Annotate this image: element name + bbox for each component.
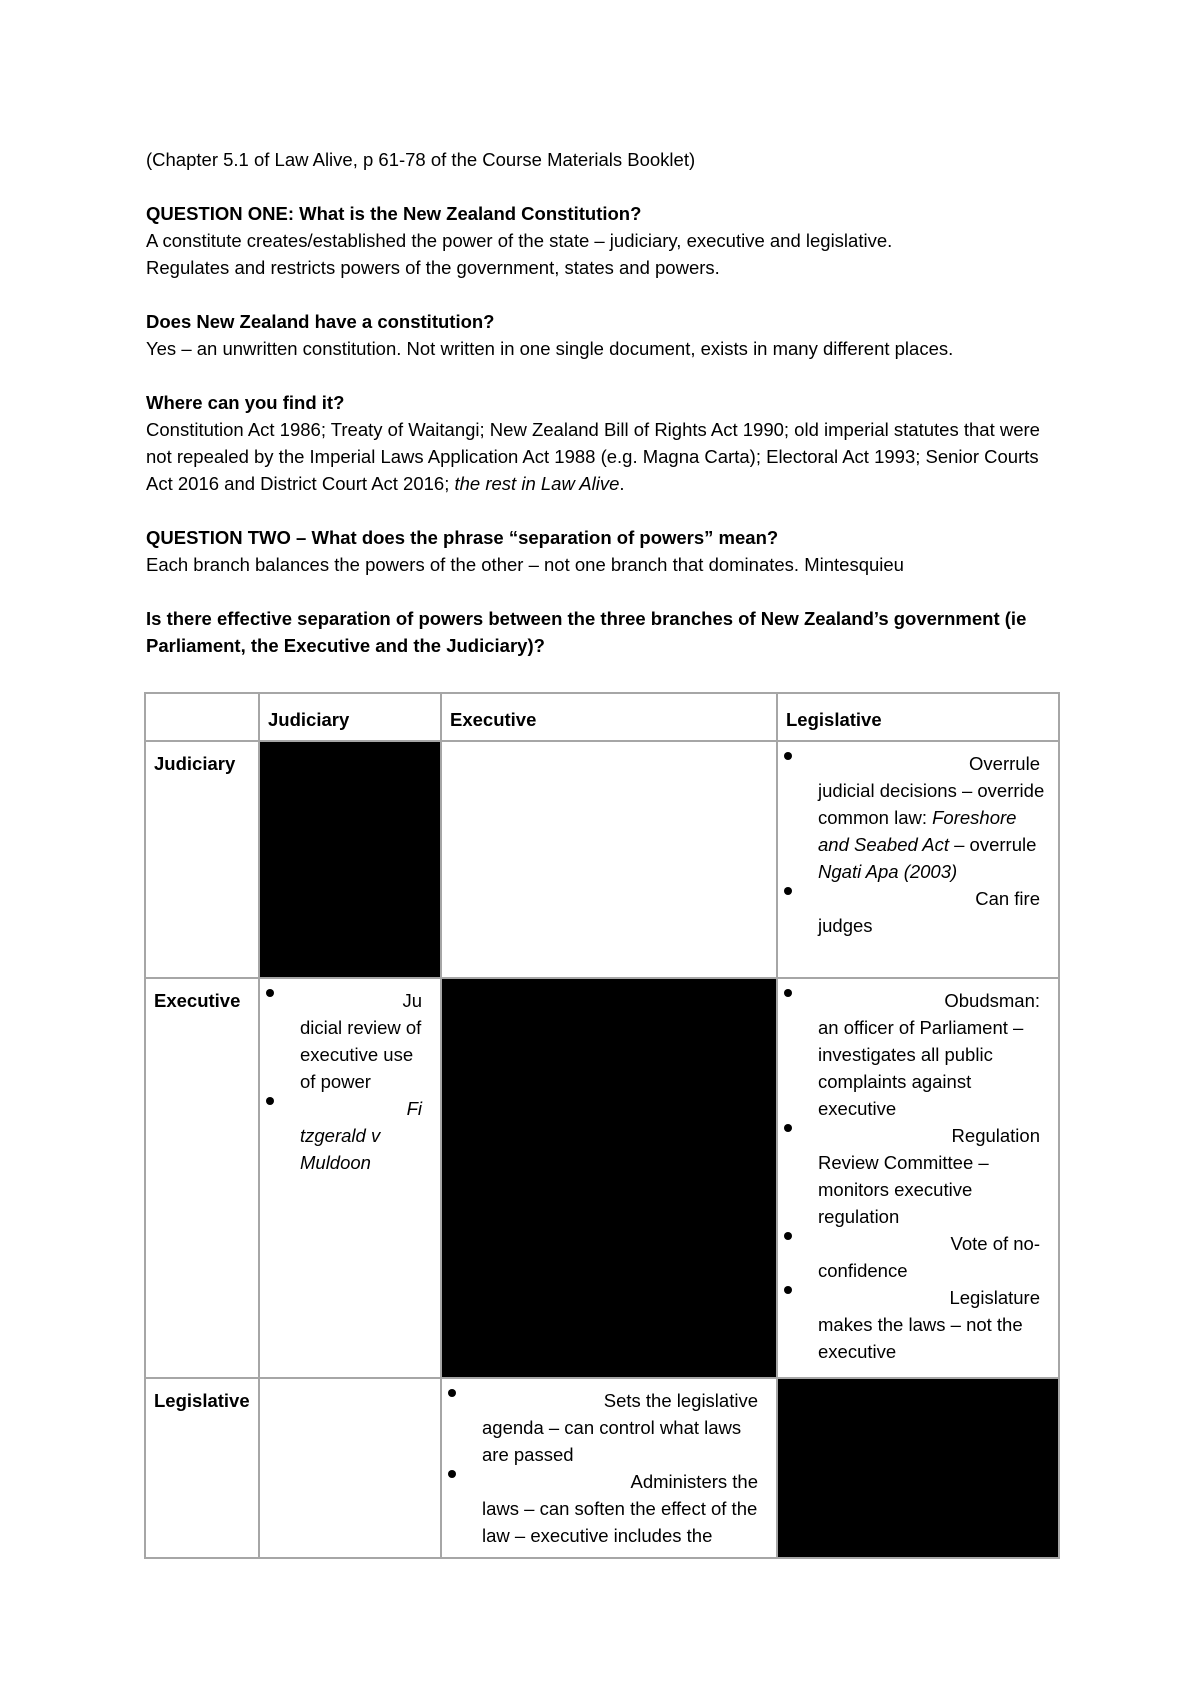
bullet-text: agenda – can control what laws are passed — [482, 1417, 742, 1465]
empty-cell — [441, 741, 777, 978]
list-item — [268, 987, 432, 1095]
where-answer-italic: the rest in Law Alive — [454, 473, 620, 494]
document-page — [146, 146, 1066, 659]
question-one-line2: Regulates and restricts powers of the government, states and powers. — [146, 257, 720, 278]
bullet-lead: Fi — [406, 1098, 422, 1119]
empty-cell — [259, 1378, 441, 1558]
bullet-icon — [784, 752, 792, 760]
where-answer — [146, 416, 1066, 497]
list-item — [786, 1122, 1050, 1230]
col-header-legislative: Legislative — [777, 693, 1059, 741]
bullet-text: dicial review of executive use of power — [300, 1017, 422, 1092]
col-header-judiciary: Judiciary — [259, 693, 441, 741]
bullet-icon — [784, 1124, 792, 1132]
question-one-heading: QUESTION ONE: What is the New Zealand Constitution? — [146, 203, 642, 224]
list-item — [450, 1468, 768, 1549]
cell-legislative-executive — [441, 1378, 777, 1558]
bullet-icon — [784, 1232, 792, 1240]
bullet-lead: Vote of no- — [950, 1233, 1040, 1254]
bullet-text: Review Committee – monitors executive regulation — [818, 1152, 989, 1227]
bullet-icon — [266, 1097, 274, 1105]
bullet-lead: Legislature — [949, 1287, 1040, 1308]
list-item — [450, 1387, 768, 1468]
bullet-text: confidence — [818, 1260, 908, 1281]
question-one-line1: A constitute creates/established the power of the state – judiciary, executive and legislative. — [146, 230, 893, 251]
table-row-executive — [145, 978, 1059, 1378]
cell-judiciary-legislative — [777, 741, 1059, 978]
bullet-text: judges — [818, 915, 873, 936]
bullet-lead: Can fire — [975, 888, 1040, 909]
bullet-lead: Overrule — [969, 753, 1040, 774]
list-item — [786, 1230, 1050, 1284]
question-two-answer: Each branch balances the powers of the other – not one branch that dominates. Mintesquieu — [146, 554, 904, 575]
bullet-text: judicial decisions – override common law: — [818, 780, 1045, 828]
list-item — [268, 1095, 432, 1176]
col-header-executive: Executive — [441, 693, 777, 741]
cell-executive-legislative — [777, 978, 1059, 1378]
where-answer-text: Constitution Act 1986; Treaty of Waitangi; New Zealand Bill of Rights Act 1990; old imperial statutes that were not repealed by the Imperial Laws Application Act 1988 (e.g. Magna Carta); Electoral Act 1993; Senior Courts Act 2016 and District Court Act 2016; — [146, 419, 1040, 494]
bullet-text: makes the laws – not the executive — [818, 1314, 1023, 1362]
separation-of-powers-table — [144, 692, 1060, 1559]
bullet-icon — [784, 887, 792, 895]
bullet-icon — [784, 989, 792, 997]
intro-reference: (Chapter 5.1 of Law Alive, p 61-78 of the Course Materials Booklet) — [146, 149, 696, 170]
question-two-heading: QUESTION TWO – What does the phrase “separation of powers” mean? — [146, 527, 779, 548]
where-heading: Where can you find it? — [146, 392, 345, 413]
bullet-lead: Regulation — [951, 1125, 1040, 1146]
blacked-out-cell — [441, 978, 777, 1378]
bullet-icon — [448, 1389, 456, 1397]
bullet-lead: Administers the — [630, 1471, 758, 1492]
bullet-italic: Ngati Apa (2003) — [818, 861, 958, 882]
constitution-answer: Yes – an unwritten constitution. Not written in one single document, exists in many different places. — [146, 338, 954, 359]
bullet-icon — [448, 1470, 456, 1478]
bullet-icon — [784, 1286, 792, 1294]
list-item — [786, 1284, 1050, 1365]
separation-question-heading: Is there effective separation of powers between the three branches of New Zealand’s government (ie Parliament, the Executive and the Judiciary)? — [146, 608, 1027, 656]
bullet-italic: Foreshore and Seabed Act — [818, 807, 1017, 855]
bullet-text: an officer of Parliament – investigates all public complaints against executive — [818, 1017, 1024, 1119]
table-header-row — [145, 693, 1059, 741]
where-answer-end: . — [619, 473, 625, 494]
bullet-lead: Sets the legislative — [603, 1390, 758, 1411]
list-item — [786, 750, 1050, 885]
row-header-judiciary: Judiciary — [145, 741, 259, 978]
list-item — [786, 987, 1050, 1122]
table-row-legislative — [145, 1378, 1059, 1558]
constitution-heading: Does New Zealand have a constitution? — [146, 311, 495, 332]
table-row-judiciary — [145, 741, 1059, 978]
table-corner-cell — [145, 693, 259, 741]
list-item — [786, 885, 1050, 939]
bullet-icon — [266, 989, 274, 997]
blacked-out-cell — [777, 1378, 1059, 1558]
bullet-lead: Obudsman: — [944, 990, 1040, 1011]
cell-executive-judiciary — [259, 978, 441, 1378]
blacked-out-cell — [259, 741, 441, 978]
bullet-text: laws – can soften the effect of the law – executive includes the — [482, 1498, 758, 1546]
row-header-executive: Executive — [145, 978, 259, 1378]
row-header-legislative: Legislative — [145, 1378, 259, 1558]
bullet-lead: Ju — [402, 990, 422, 1011]
bullet-text: – overrule — [954, 834, 1037, 855]
bullet-text: tzgerald v Muldoon — [300, 1125, 381, 1173]
